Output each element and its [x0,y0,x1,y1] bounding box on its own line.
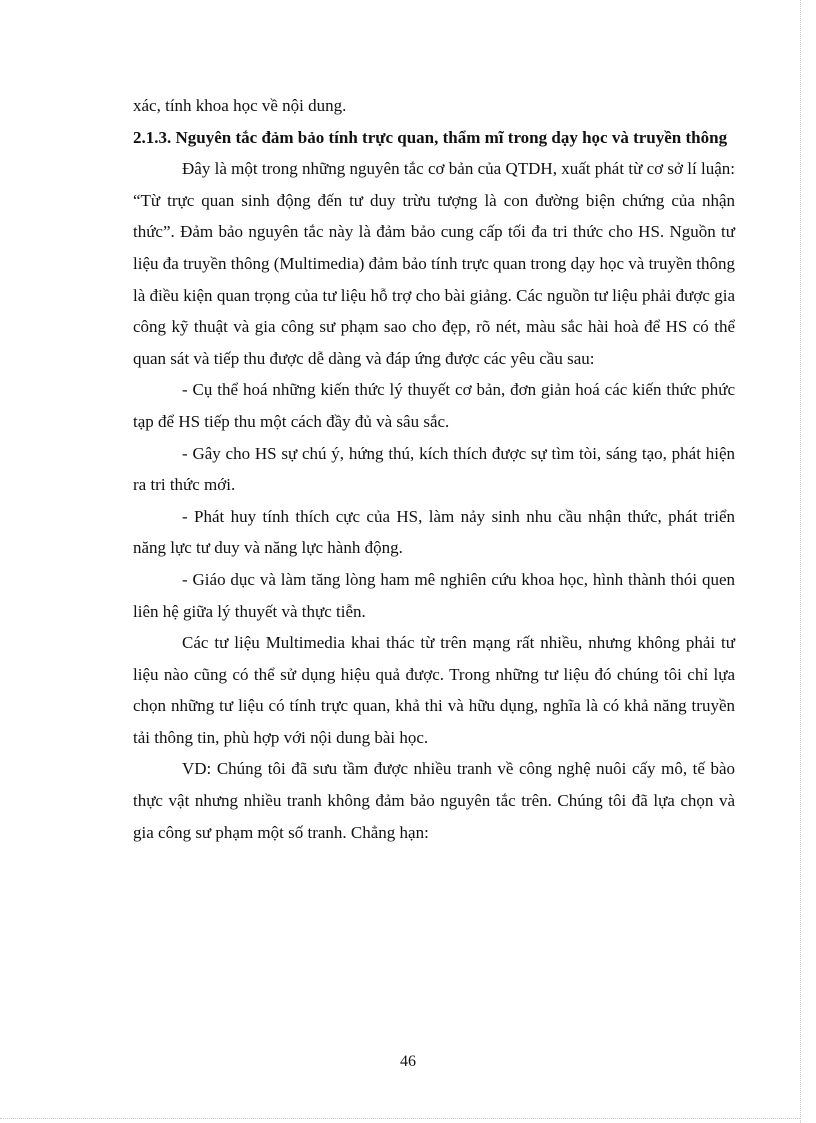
requirement-item-2: - Gây cho HS sự chú ý, hứng thú, kích thích được sự tìm tòi, sáng tạo, phát hiện ra tri thức mới. [133,443,735,495]
page-body [133,90,735,848]
requirement-item-1: - Cụ thể hoá những kiến thức lý thuyết cơ bản, đơn giản hoá các kiến thức phức tạp để HS tiếp thu một cách đầy đủ và sâu sắc. [133,380,735,431]
paragraph-example: VD: Chúng tôi đã sưu tầm được nhiều tranh về công nghệ nuôi cấy mô, tế bào thực vật nhưng nhiều tranh không đảm bảo nguyên tắc trên. Chúng tôi đã lựa chọn và gia công sư phạm một số tranh. Chẳng hạn: [133,759,735,842]
requirement-item-4: - Giáo dục và làm tăng lòng ham mê nghiên cứu khoa học, hình thành thói quen liên hệ giữa lý thuyết và thực tiễn. [133,569,735,621]
page-margin-guide-horizontal [0,1118,800,1119]
paragraph-intro: Đây là một trong những nguyên tắc cơ bản của QTDH, xuất phát từ cơ sở lí luận: “Từ trực quan sinh động đến tư duy trừu tượng là con đường biện chứng của nhận thức”. Đảm bảo nguyên tắc này là đảm bảo cung cấp tối đa tri thức cho HS. Nguồn tư liệu đa truyền thông (Multimedia) đảm bảo tính trực quan trong dạy học và truyền thông là điều kiện quan trọng của tư liệu hỗ trợ cho bài giảng. Các nguồn tư liệu phải được gia công kỹ thuật và gia công sư phạm sao cho đẹp, rõ nét, màu sắc hài hoà để HS có thể quan sát và tiếp thu được dễ dàng và đáp ứng được các yêu cầu sau: [133,159,735,368]
requirement-item-3: - Phát huy tính thích cực của HS, làm nảy sinh nhu cầu nhận thức, phát triển năng lực tư duy và năng lực hành động. [133,506,735,558]
page-margin-guide-vertical [800,0,801,1123]
paragraph-multimedia: Các tư liệu Multimedia khai thác từ trên mạng rất nhiều, nhưng không phải tư liệu nào cũng có thể sử dụng hiệu quả được. Trong những tư liệu đó chúng tôi chỉ lựa chọn những tư liệu có tính trực quan, khả thi và hữu dụng, nghĩa là có khả năng truyền tải thông tin, phù hợp với nội dung bài học. [133,633,735,747]
continuation-line: xác, tính khoa học về nội dung. [133,96,347,115]
page-number: 46 [400,1053,416,1070]
section-heading: 2.1.3. Nguyên tắc đảm bảo tính trực quan, thẩm mĩ trong dạy học và truyền thông [133,127,728,147]
